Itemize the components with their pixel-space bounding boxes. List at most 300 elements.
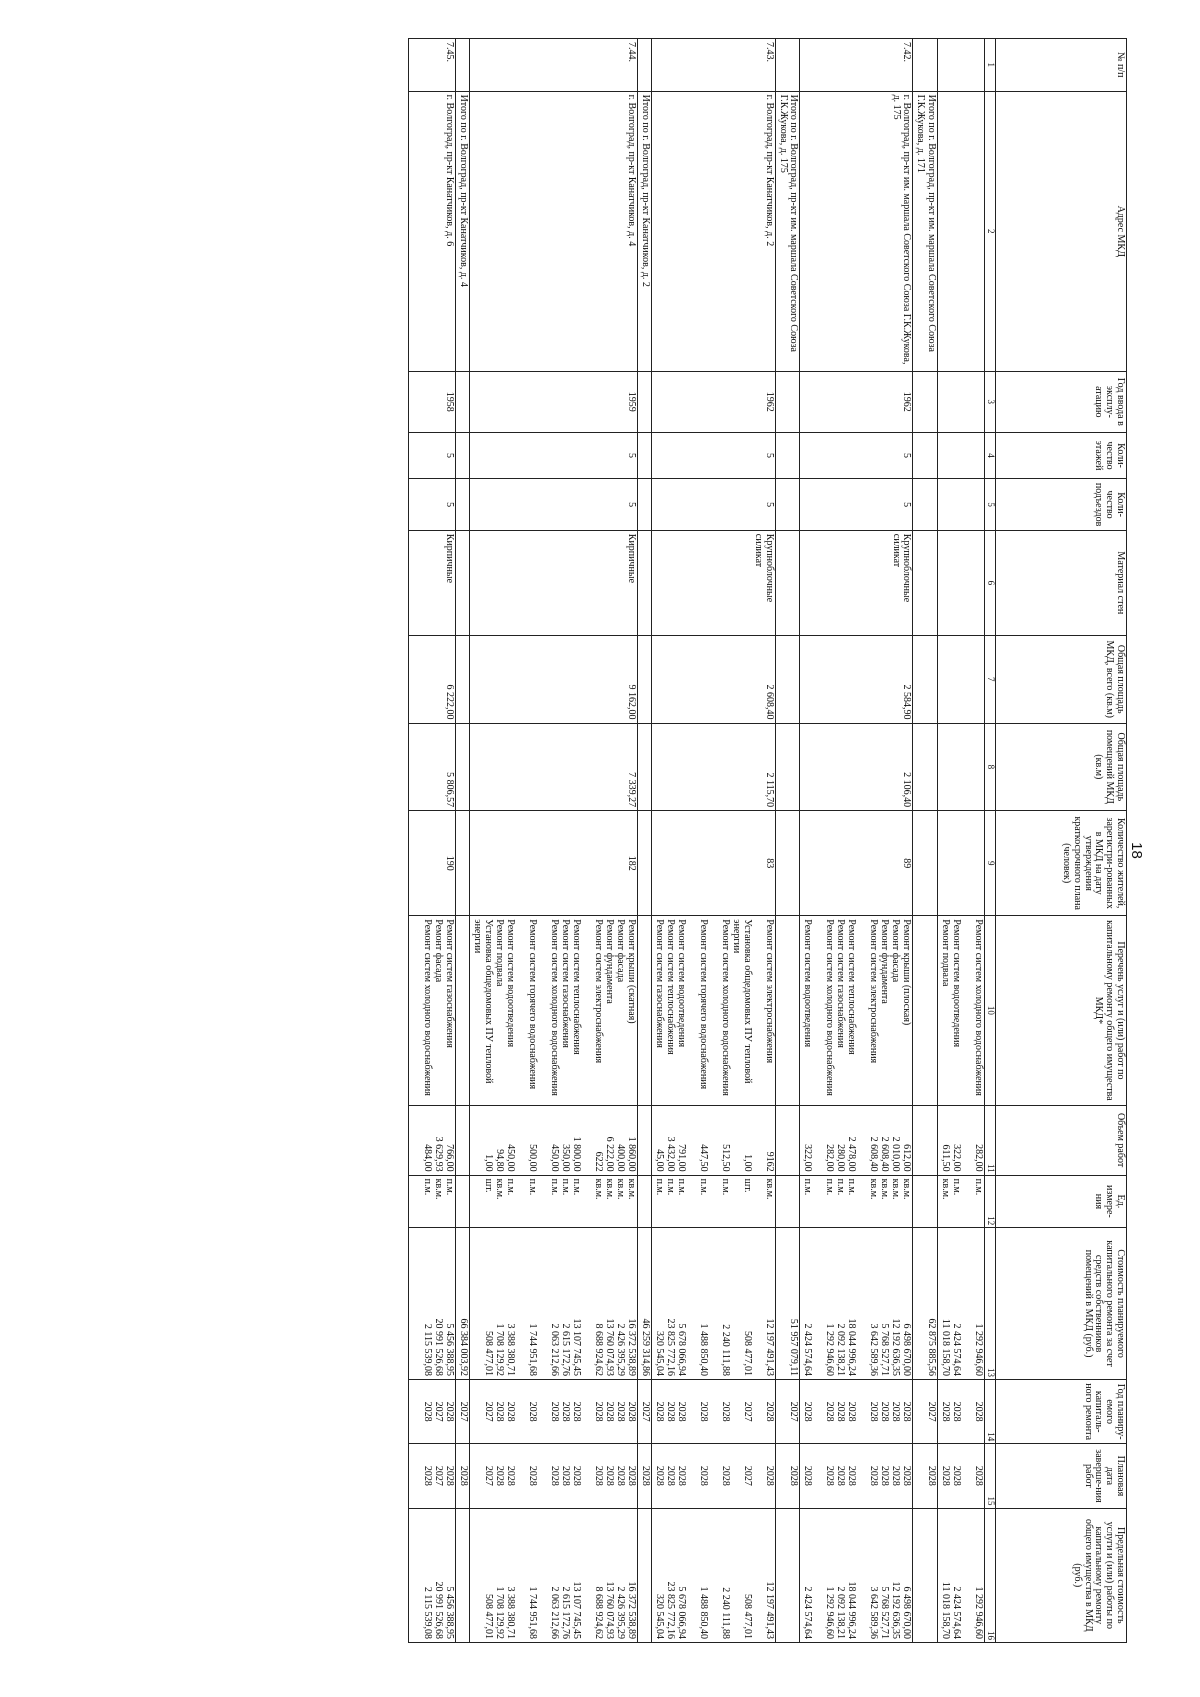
unit-cell-line: шт. xyxy=(741,1178,753,1193)
table-row xyxy=(913,39,938,1643)
work-list-cell xyxy=(800,916,913,1105)
rooms-area-cell xyxy=(913,723,938,811)
work-list-cell-line: Ремонт систем газоснабжения xyxy=(443,919,455,1048)
unit-cell xyxy=(938,1175,985,1228)
limit-cost-cell xyxy=(637,1508,651,1642)
entrances-cell xyxy=(775,479,800,530)
column-header-7: Общая площадь МКД, всего (кв.м) xyxy=(996,635,1127,723)
address-cell: Итого по г. Волгоград, пр-кт Канатчиков, д. 2 xyxy=(637,91,651,371)
limit-cost-cell-line: 5 768 527,71 xyxy=(879,1586,891,1639)
unit-cell-line: кв.м. xyxy=(432,1178,444,1200)
unit-cell-line: п.м. xyxy=(973,1178,984,1196)
unit-cell-line: кв.м. xyxy=(940,1178,951,1200)
column-number-2: 2 xyxy=(985,91,996,371)
cost-cell-line: 11 018 158,70 xyxy=(940,1318,951,1377)
total-area-cell xyxy=(913,635,938,723)
row-number xyxy=(637,39,651,92)
finish-date-cell-line: 2028 xyxy=(526,1465,538,1486)
finish-date-cell xyxy=(408,1444,455,1508)
cost-cell-line: 1 708 129,92 xyxy=(493,1323,505,1377)
unit-cell-line: п.м. xyxy=(719,1178,731,1196)
cost-cell-line: 13 760 074,93 xyxy=(603,1318,615,1377)
volume-cell-line: 400,00 xyxy=(614,1144,626,1172)
limit-cost-cell-line: 5 456 388,95 xyxy=(443,1586,455,1639)
cost-cell-line: 3 642 589,36 xyxy=(868,1323,880,1377)
work-list-cell-line: Установка общедомовых ПУ тепловой энергии xyxy=(731,919,753,1084)
cost-cell-line: 508 477,01 xyxy=(741,1331,753,1377)
rooms-area-cell xyxy=(455,723,469,811)
cost-cell-line: 16 372 538,89 xyxy=(625,1318,637,1377)
work-list-cell-line: Ремонт фасада xyxy=(432,919,444,983)
cost-cell-line: 1 744 951,68 xyxy=(526,1323,538,1377)
finish-date-cell-line: 2028 xyxy=(614,1465,626,1486)
limit-cost-cell-line: 12 192 636,35 xyxy=(890,1581,902,1639)
repair-year-cell-line: 2027 xyxy=(741,1401,753,1422)
wall-material-cell: Кирпичные xyxy=(408,530,455,635)
unit-cell xyxy=(775,1175,800,1228)
unit-cell-line: кв.м. xyxy=(625,1178,637,1200)
repair-year-cell-line: 2028 xyxy=(835,1401,847,1422)
unit-cell-line: п.м. xyxy=(802,1178,814,1196)
repair-year-cell-line: 2028 xyxy=(664,1401,676,1422)
column-header-11: Объем работ xyxy=(996,1105,1127,1175)
limit-cost-cell-line: 2 063 212,66 xyxy=(548,1586,560,1639)
cost-cell-line: 2 115 539,08 xyxy=(421,1323,433,1377)
address-cell: г. Волгоград, пр-кт им. маршала Советского Союза Г.К.Жукова, д. 175 xyxy=(800,91,913,371)
volume-cell-line: 2 608,40 xyxy=(879,1136,891,1172)
rotated-page xyxy=(35,38,1185,1663)
row-number xyxy=(913,39,938,92)
finish-date-cell-line: 2028 xyxy=(940,1465,951,1486)
finish-date-cell xyxy=(469,1444,637,1508)
repair-year-cell-line: 2028 xyxy=(890,1401,902,1422)
work-list-cell-line: Ремонт систем горячего водоснабжения xyxy=(697,919,709,1090)
repair-year-cell-line: 2027 xyxy=(639,1401,651,1422)
cost-cell-line: 1 488 850,40 xyxy=(697,1323,709,1377)
floors-cell xyxy=(913,432,938,479)
volume-cell-line: 447,50 xyxy=(697,1144,709,1172)
work-list-cell-line: Ремонт систем теплоснабжения xyxy=(664,919,676,1055)
limit-cost-cell-line: 3 642 589,36 xyxy=(868,1586,880,1639)
volume-cell-line: 791,00 xyxy=(675,1144,687,1172)
limit-cost-cell-line: 320 545,04 xyxy=(653,1594,665,1639)
total-area-cell: 2 584,90 xyxy=(800,635,913,723)
column-header-9: Количество жителей, зарегистри-рованных в МКД на дату утверждения краткосрочного плана (человек) xyxy=(996,811,1127,916)
wall-material-cell: Крупноблочные силикат xyxy=(651,530,775,635)
wall-material-cell xyxy=(775,530,800,635)
volume-cell xyxy=(408,1105,455,1175)
cost-cell xyxy=(651,1228,775,1380)
cost-cell-line: 12 192 636,35 xyxy=(890,1318,902,1377)
limit-cost-cell xyxy=(651,1508,775,1642)
cost-cell-line: 5 678 066,94 xyxy=(675,1323,687,1377)
work-list-cell xyxy=(938,916,985,1105)
repair-year-cell-line: 2028 xyxy=(526,1401,538,1422)
limit-cost-cell-line: 16 372 538,89 xyxy=(625,1581,637,1639)
unit-cell-line: шт. xyxy=(482,1178,494,1193)
limit-cost-cell-line: 2 426 395,29 xyxy=(614,1586,626,1639)
column-header-8: Общая площадь помещений МКД (кв.м) xyxy=(996,723,1127,811)
cost-cell-line: 6 498 670,00 xyxy=(901,1323,913,1377)
limit-cost-cell-line: 2 615 172,76 xyxy=(559,1586,571,1639)
limit-cost-cell xyxy=(775,1508,800,1642)
year-built-cell: 1962 xyxy=(651,371,775,432)
residents-cell: 182 xyxy=(469,811,637,916)
finish-date-cell-line: 2028 xyxy=(493,1465,505,1486)
wall-material-cell: Кирпичные xyxy=(469,530,637,635)
year-built-cell: 1959 xyxy=(469,371,637,432)
volume-cell-line: 6 222,00 xyxy=(603,1136,615,1172)
work-list-cell-line: Ремонт систем водоотведения xyxy=(802,919,814,1048)
finish-date-cell-line: 2028 xyxy=(570,1465,582,1486)
repair-year-cell-line: 2028 xyxy=(901,1401,913,1422)
cost-cell-line: 1 292 946,60 xyxy=(824,1323,836,1377)
volume-cell-line: 2 010,00 xyxy=(890,1136,902,1172)
year-built-cell xyxy=(455,371,469,432)
repair-year-cell-line: 2027 xyxy=(926,1401,937,1422)
repair-year-cell xyxy=(938,1380,985,1444)
cost-cell-line: 2 424 574,64 xyxy=(951,1323,962,1377)
entrances-cell xyxy=(938,479,985,530)
row-number xyxy=(938,39,985,92)
work-list-cell-line: Ремонт систем электроснабжения xyxy=(592,919,604,1064)
residents-cell xyxy=(913,811,938,916)
finish-date-cell-line: 2028 xyxy=(697,1465,709,1486)
cost-cell-line: 320 545,04 xyxy=(653,1331,665,1377)
column-number-5: 5 xyxy=(985,479,996,530)
finish-date-cell-line: 2028 xyxy=(802,1465,814,1486)
limit-cost-cell-line: 1 292 946,60 xyxy=(973,1586,984,1639)
cost-cell xyxy=(775,1228,800,1380)
finish-date-cell xyxy=(455,1444,469,1508)
floors-cell: 5 xyxy=(651,432,775,479)
cost-cell-line: 18 044 996,24 xyxy=(846,1318,858,1377)
floors-cell xyxy=(455,432,469,479)
address-cell xyxy=(938,91,985,371)
work-list-cell xyxy=(408,916,455,1105)
column-header-6: Материал стен xyxy=(996,530,1127,635)
cost-cell-line: 2 063 212,66 xyxy=(548,1323,560,1377)
cost-cell-line: 62 875 885,56 xyxy=(926,1318,937,1377)
finish-date-cell-line: 2028 xyxy=(457,1465,469,1486)
work-list-cell-line: Ремонт систем холодного водоснабжения xyxy=(719,919,731,1096)
repair-year-cell-line: 2028 xyxy=(973,1401,984,1422)
cost-cell-line: 13 107 745,45 xyxy=(570,1318,582,1377)
cost-cell-line: 20 991 526,68 xyxy=(432,1318,444,1377)
volume-cell-line: 3 432,00 xyxy=(664,1136,676,1172)
work-list-cell-line: Ремонт систем электроснабжения xyxy=(763,919,775,1064)
page-number: 18 xyxy=(1128,842,1145,859)
limit-cost-cell-line: 1 292 946,60 xyxy=(824,1586,836,1639)
residents-cell xyxy=(637,811,651,916)
column-header-16: Предельная стоимость услуги и (или) работы по капитальному ремонту общего имущества в МКД (руб.) xyxy=(996,1508,1127,1642)
volume-cell-line: 282,00 xyxy=(824,1144,836,1172)
cost-cell xyxy=(455,1228,469,1380)
repair-year-cell-line: 2028 xyxy=(697,1401,709,1422)
finish-date-cell-line: 2028 xyxy=(548,1465,560,1486)
entrances-cell xyxy=(455,479,469,530)
finish-date-cell-line: 2028 xyxy=(603,1465,615,1486)
volume-cell xyxy=(938,1105,985,1175)
column-header-5: Коли-чество подъездов xyxy=(996,479,1127,530)
work-list-cell xyxy=(469,916,637,1105)
limit-cost-cell-line: 2 424 574,64 xyxy=(802,1586,814,1639)
repair-year-cell-line: 2027 xyxy=(457,1401,469,1422)
work-list-cell-line: Ремонт крыши (плоская) xyxy=(901,919,913,1026)
total-area-cell: 9 162,00 xyxy=(469,635,637,723)
repair-year-cell xyxy=(455,1380,469,1444)
residents-cell: 190 xyxy=(408,811,455,916)
rooms-area-cell: 7 339,27 xyxy=(469,723,637,811)
volume-cell xyxy=(800,1105,913,1175)
finish-date-cell-line: 2028 xyxy=(788,1465,800,1486)
repair-plan-table xyxy=(408,38,1127,1643)
limit-cost-cell-line: 1 708 129,92 xyxy=(493,1586,505,1639)
finish-date-cell-line: 2028 xyxy=(421,1465,433,1486)
repair-year-cell-line: 2028 xyxy=(951,1401,962,1422)
cost-cell-line: 1 292 946,60 xyxy=(973,1323,984,1377)
finish-date-cell xyxy=(800,1444,913,1508)
column-number-7: 7 xyxy=(985,635,996,723)
unit-cell xyxy=(455,1175,469,1228)
volume-cell-line: 45,00 xyxy=(653,1149,665,1172)
finish-date-cell-line: 2028 xyxy=(926,1465,937,1486)
address-cell: г. Волгоград, пр-кт Канатчиков, д. 6 xyxy=(408,91,455,371)
cost-cell-line: 8 688 924,62 xyxy=(592,1323,604,1377)
row-number: 7.42. xyxy=(800,39,913,92)
table-row xyxy=(408,39,455,1643)
table-row xyxy=(775,39,800,1643)
limit-cost-cell-line: 2 424 574,64 xyxy=(951,1586,962,1639)
limit-cost-cell-line: 5 678 066,94 xyxy=(675,1586,687,1639)
total-area-cell xyxy=(775,635,800,723)
row-number xyxy=(455,39,469,92)
repair-year-cell-line: 2028 xyxy=(493,1401,505,1422)
unit-cell-line: кв.м. xyxy=(879,1178,891,1200)
column-header-4: Коли-чество этажей xyxy=(996,432,1127,479)
table-row xyxy=(800,39,913,1643)
year-built-cell xyxy=(775,371,800,432)
cost-cell-line: 508 477,01 xyxy=(482,1331,494,1377)
residents-cell xyxy=(455,811,469,916)
finish-date-cell-line: 2028 xyxy=(592,1465,604,1486)
limit-cost-cell xyxy=(455,1508,469,1642)
work-list-cell-line: Ремонт систем газоснабжения xyxy=(653,919,665,1048)
year-built-cell: 1958 xyxy=(408,371,455,432)
address-cell: Итого по г. Волгоград, пр-кт им. маршала Советского Союза Г.К.Жукова, д. 175 xyxy=(775,91,800,371)
unit-cell-line: п.м. xyxy=(664,1178,676,1196)
volume-cell-line: 1,00 xyxy=(482,1154,494,1172)
work-list-cell-line: Ремонт систем водоотведения xyxy=(951,919,962,1048)
unit-cell xyxy=(651,1175,775,1228)
wall-material-cell xyxy=(637,530,651,635)
volume-cell-line: 280,00 xyxy=(835,1144,847,1172)
cost-cell-line: 2 426 395,29 xyxy=(614,1323,626,1377)
work-list-cell-line: Ремонт систем холодного водоснабжения xyxy=(421,919,433,1096)
column-header-15: Плановая дата заверше-ния работ xyxy=(996,1444,1127,1508)
volume-cell-line: 1 860,00 xyxy=(625,1136,637,1172)
limit-cost-cell-line: 20 991 526,68 xyxy=(432,1581,444,1639)
unit-cell xyxy=(637,1175,651,1228)
column-number-12: 12 xyxy=(985,1175,996,1228)
limit-cost-cell-line: 8 688 924,62 xyxy=(592,1586,604,1639)
volume-cell xyxy=(469,1105,637,1175)
repair-year-cell-line: 2028 xyxy=(421,1401,433,1422)
limit-cost-cell-line: 2 092 138,21 xyxy=(835,1586,847,1639)
volume-cell-line: 9162 xyxy=(763,1151,775,1172)
unit-cell-line: п.м. xyxy=(675,1178,687,1196)
volume-cell-line: 1 800,00 xyxy=(570,1136,582,1172)
unit-cell-line: п.м. xyxy=(835,1178,847,1196)
total-area-cell xyxy=(637,635,651,723)
repair-year-cell-line: 2028 xyxy=(504,1401,516,1422)
volume-cell xyxy=(455,1105,469,1175)
work-list-cell xyxy=(913,916,938,1105)
year-built-cell xyxy=(938,371,985,432)
unit-cell-line: п.м. xyxy=(570,1178,582,1196)
finish-date-cell xyxy=(775,1444,800,1508)
unit-cell-line: кв.м. xyxy=(868,1178,880,1200)
volume-cell-line: 2 608,40 xyxy=(868,1136,880,1172)
column-header-1: № п/п xyxy=(996,39,1127,92)
cost-cell-line: 66 384 003,92 xyxy=(457,1318,469,1377)
limit-cost-cell-line: 23 825 772,16 xyxy=(664,1581,676,1639)
cost-cell-line: 46 259 314,86 xyxy=(639,1318,651,1377)
volume-cell-line: 322,00 xyxy=(802,1144,814,1172)
cost-cell-line: 23 825 772,16 xyxy=(664,1318,676,1377)
year-built-cell xyxy=(913,371,938,432)
volume-cell-line: 282,00 xyxy=(973,1144,984,1172)
finish-date-cell xyxy=(938,1444,985,1508)
unit-cell xyxy=(913,1175,938,1228)
finish-date-cell-line: 2028 xyxy=(846,1465,858,1486)
finish-date-cell-line: 2028 xyxy=(824,1465,836,1486)
residents-cell: 89 xyxy=(800,811,913,916)
volume-cell-line: 322,00 xyxy=(951,1144,962,1172)
volume-cell-line: 350,00 xyxy=(559,1144,571,1172)
work-list-cell-line: Ремонт систем водоотведения xyxy=(504,919,516,1048)
cost-cell-line: 2 240 111,88 xyxy=(719,1324,731,1377)
work-list-cell-line: Ремонт подвала xyxy=(940,919,951,987)
wall-material-cell xyxy=(913,530,938,635)
repair-year-cell-line: 2028 xyxy=(802,1401,814,1422)
finish-date-cell-line: 2028 xyxy=(835,1465,847,1486)
repair-year-cell-line: 2028 xyxy=(614,1401,626,1422)
finish-date-cell-line: 2028 xyxy=(639,1465,651,1486)
unit-cell-line: п.м. xyxy=(653,1178,665,1196)
volume-cell xyxy=(913,1105,938,1175)
finish-date-cell-line: 2028 xyxy=(763,1465,775,1486)
finish-date-cell-line: 2028 xyxy=(890,1465,902,1486)
column-number-3: 3 xyxy=(985,371,996,432)
cost-cell-line: 2 092 138,21 xyxy=(835,1323,847,1377)
unit-cell-line: кв.м. xyxy=(603,1178,615,1200)
work-list-cell-line: Ремонт систем теплоснабжения xyxy=(570,919,582,1055)
repair-year-cell-line: 2027 xyxy=(482,1401,494,1422)
work-list-cell-line: Ремонт систем электроснабжения xyxy=(868,919,880,1064)
cost-cell-line: 51 957 079,11 xyxy=(788,1318,800,1377)
finish-date-cell-line: 2028 xyxy=(951,1465,962,1486)
entrances-cell xyxy=(637,479,651,530)
work-list-cell-line: Ремонт систем газоснабжения xyxy=(559,919,571,1048)
wall-material-cell xyxy=(938,530,985,635)
volume-cell-line: 612,00 xyxy=(901,1144,913,1172)
work-list-cell xyxy=(455,916,469,1105)
row-number: 7.44. xyxy=(469,39,637,92)
repair-year-cell-line: 2028 xyxy=(548,1401,560,1422)
unit-cell xyxy=(800,1175,913,1228)
column-number-1: 1 xyxy=(985,39,996,92)
repair-year-cell xyxy=(408,1380,455,1444)
rooms-area-cell: 2 115,70 xyxy=(651,723,775,811)
unit-cell-line: кв.м. xyxy=(901,1178,913,1200)
cost-cell-line: 3 388 380,71 xyxy=(504,1323,516,1377)
volume-cell-line: 766,00 xyxy=(443,1144,455,1172)
finish-date-cell-line: 2028 xyxy=(664,1465,676,1486)
address-cell: г. Волгоград, пр-кт Канатчиков, д. 4 xyxy=(469,91,637,371)
column-header-12: Ед. измере-ния xyxy=(996,1175,1127,1228)
limit-cost-cell-line: 6 498 670,00 xyxy=(901,1586,913,1639)
limit-cost-cell-line: 1 488 850,40 xyxy=(697,1586,709,1639)
limit-cost-cell-line: 18 044 996,24 xyxy=(846,1581,858,1639)
rooms-area-cell: 2 106,40 xyxy=(800,723,913,811)
column-number-15: 15 xyxy=(985,1444,996,1508)
column-number-16: 16 xyxy=(985,1508,996,1642)
header-row xyxy=(996,39,1127,1643)
volume-cell-line: 94,80 xyxy=(493,1149,505,1172)
cost-cell-line: 5 768 527,71 xyxy=(879,1323,891,1377)
entrances-cell: 5 xyxy=(651,479,775,530)
limit-cost-cell xyxy=(469,1508,637,1642)
limit-cost-cell-line: 11 018 158,70 xyxy=(940,1581,951,1639)
unit-cell-line: кв.м. xyxy=(614,1178,626,1200)
total-area-cell xyxy=(938,635,985,723)
repair-year-cell-line: 2028 xyxy=(868,1401,880,1422)
finish-date-cell-line: 2028 xyxy=(675,1465,687,1486)
finish-date-cell-line: 2028 xyxy=(625,1465,637,1486)
repair-year-cell-line: 2027 xyxy=(432,1401,444,1422)
cost-cell xyxy=(800,1228,913,1380)
repair-year-cell xyxy=(800,1380,913,1444)
address-cell: Итого по г. Волгоград, пр-кт Канатчиков, д. 4 xyxy=(455,91,469,371)
repair-year-cell-line: 2028 xyxy=(719,1401,731,1422)
unit-cell-line: п.м. xyxy=(504,1178,516,1196)
limit-cost-cell-line: 1 744 951,68 xyxy=(526,1586,538,1639)
repair-year-cell-line: 2028 xyxy=(879,1401,891,1422)
unit-cell xyxy=(408,1175,455,1228)
volume-cell-line: 450,00 xyxy=(504,1144,516,1172)
column-header-3: Год ввода в эксплу-атацию xyxy=(996,371,1127,432)
work-list-cell-line: Ремонт крыши (скатная) xyxy=(625,919,637,1024)
volume-cell-line: 2 478,00 xyxy=(846,1136,858,1172)
limit-cost-cell xyxy=(913,1508,938,1642)
work-list-cell xyxy=(775,916,800,1105)
table-row xyxy=(637,39,651,1643)
unit-cell xyxy=(469,1175,637,1228)
row-number xyxy=(775,39,800,92)
address-cell: г. Волгоград, пр-кт Канатчиков, д. 2 xyxy=(651,91,775,371)
column-header-14: Год планиру-емого капиталь-ного ремонта xyxy=(996,1380,1127,1444)
cost-cell xyxy=(938,1228,985,1380)
limit-cost-cell-line: 2 115 539,08 xyxy=(421,1586,433,1639)
unit-cell-line: кв.м. xyxy=(763,1178,775,1200)
finish-date-cell-line: 2027 xyxy=(482,1465,494,1486)
unit-cell-line: п.м. xyxy=(526,1178,538,1196)
finish-date-cell-line: 2027 xyxy=(432,1465,444,1486)
total-area-cell: 6 222,00 xyxy=(408,635,455,723)
work-list-cell-line: Ремонт систем холодного водоснабжения xyxy=(824,919,836,1096)
unit-cell-line: п.м. xyxy=(559,1178,571,1196)
